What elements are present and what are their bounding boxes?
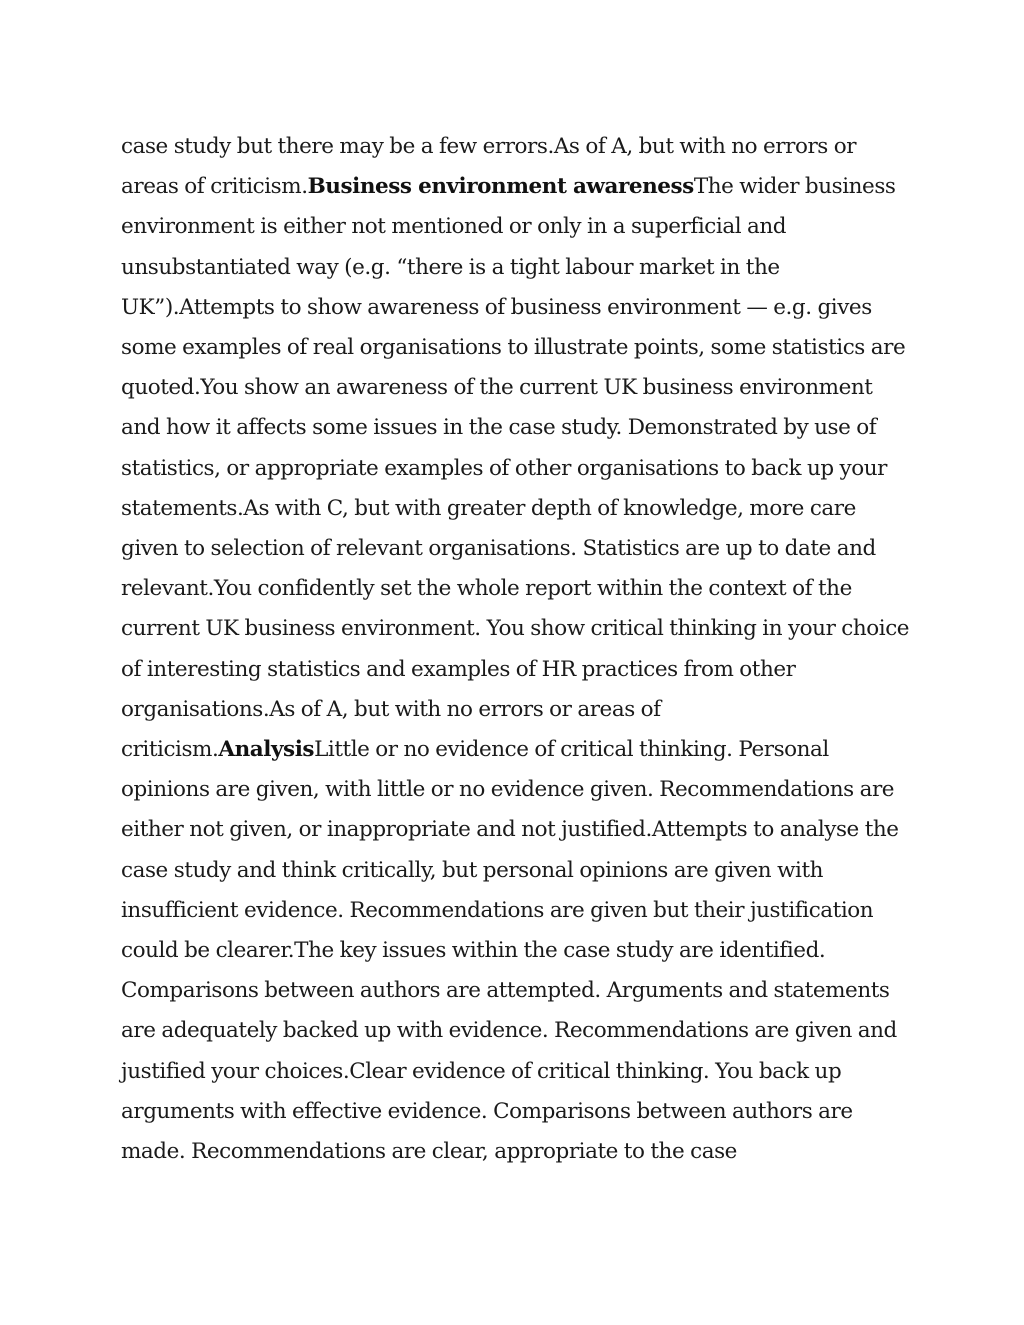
body-text-segment: The wider business environment is either not mentioned or only in a superficial and unsubstantiated way (e.g. “there is a tight labour market in the UK”).Attempts to show awareness of business environment — e.g. gives some examples of real organisations to illustrate points, some statistics are quoted.You show an awareness of the current UK business environment and how it affects some issues in the case study. Demonstrated by use of statistics, or appropriate examples of other organisations to back up your statements.As with C, but with greater depth of knowledge, more care given to selection of relevant organisations. Statistics are up to date and relevant.You confidently set the whole report within the context of the current UK business environment. You show critical thinking in your choice of interesting statistics and examples of HR practices from other organisations.As of A, but with no errors or areas of criticism. bbox=[121, 174, 910, 763]
body-paragraph bbox=[121, 127, 911, 1172]
body-text-segment: Little or no evidence of critical thinking. Personal opinions are given, with little or no evidence given. Recommendations are either not given, or inappropriate and not justified.Attempts to analyse the case study and think critically, but personal opinions are given with insufficient evidence. Recommendations are given but their justification could be clearer.The key issues within the case study are identified. Comparisons between authors are attempted. Arguments and statements are adequately backed up with evidence. Recommendations are given and justified your choices.Clear evidence of critical thinking. You back up arguments with effective evidence. Comparisons between authors are made. Recommendations are clear, appropriate to the case bbox=[121, 737, 899, 1165]
section-heading-analysis: Analysis bbox=[218, 737, 315, 763]
document-page bbox=[121, 127, 911, 1172]
body-text-segment: case study but there may be a few errors.As of A, but with no errors or areas of criticism. bbox=[121, 134, 857, 200]
section-heading-business-environment: Business environment awareness bbox=[307, 174, 694, 200]
